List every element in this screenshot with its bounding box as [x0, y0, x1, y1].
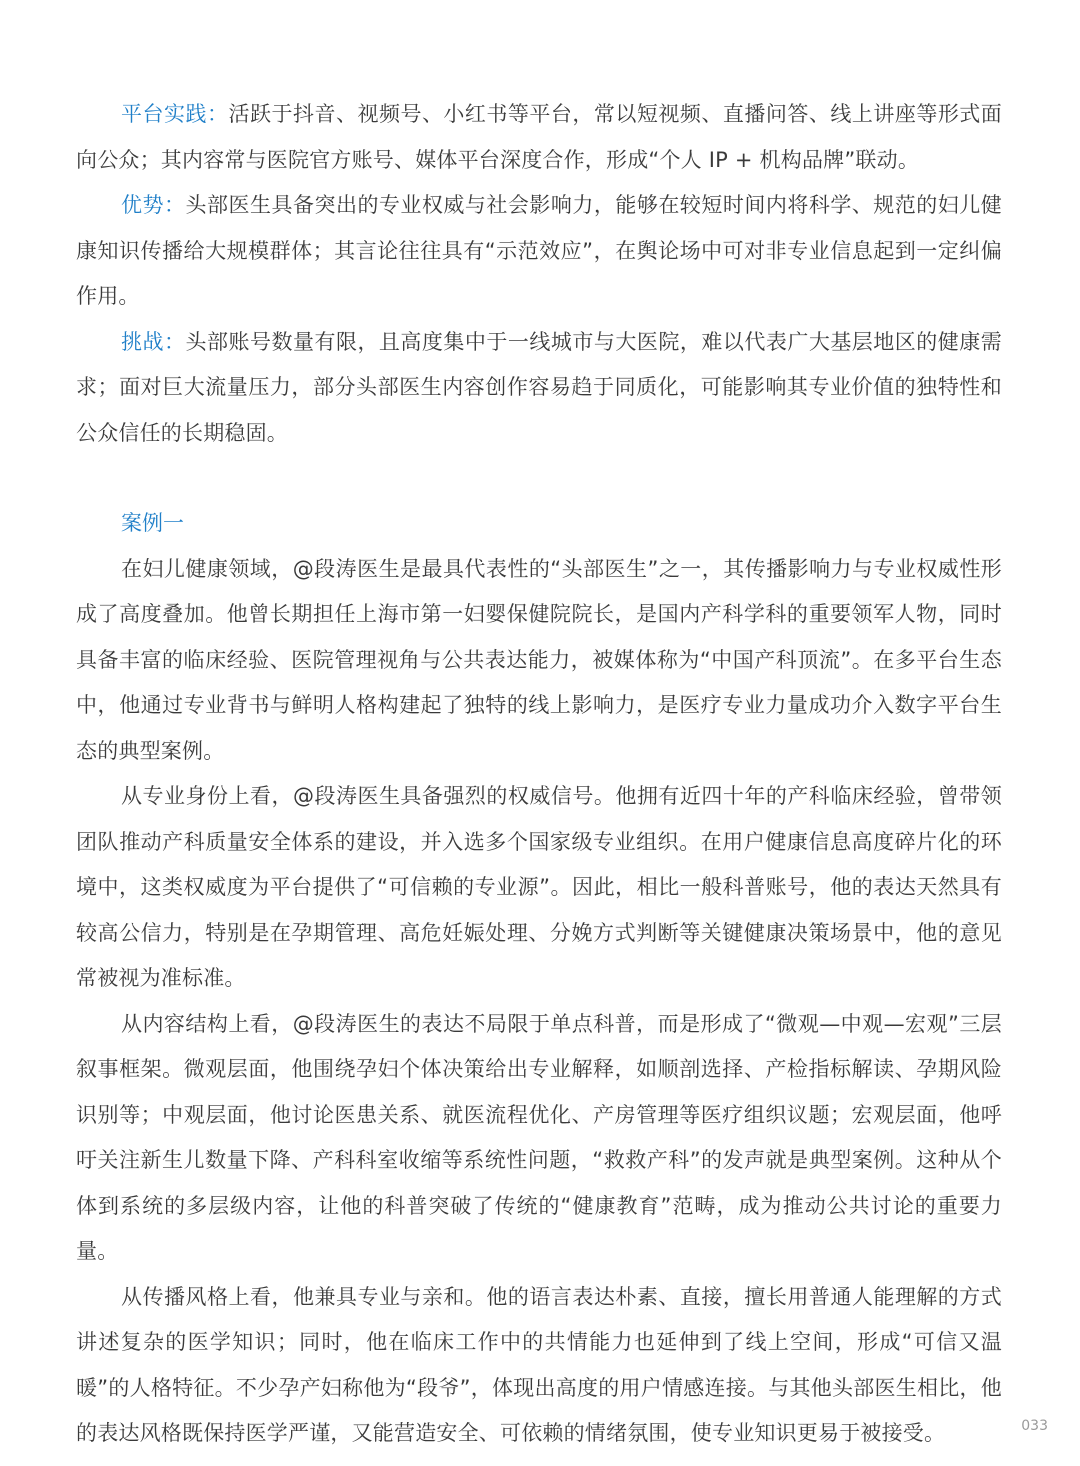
- case-paragraph-1: 在妇儿健康领域，@段涛医生是最具代表性的“头部医生”之一，其传播影响力与专业权威性形成了高度叠加。他曾长期担任上海市第一妇婴保健院院长，是国内产科学科的重要领军人物，同时具备丰富的临床经验、医院管理视角与公共表达能力，被媒体称为“中国产科顶流”。在多平台生态中，他通过专业背书与鲜明人格构建起了独特的线上影响力，是医疗专业力量成功介入数字平台生态的典型案例。: [76, 556, 1002, 763]
- section-gap: [76, 456, 1002, 501]
- challenge-text: 头部账号数量有限，且高度集中于一线城市与大医院，难以代表广大基层地区的健康需求；面对巨大流量压力，部分头部医生内容创作容易趋于同质化，可能影响其专业价值的独特性和公众信任的长期稳固。: [76, 329, 1002, 445]
- platform-practice-paragraph: [76, 92, 1002, 183]
- page-number: 033: [1021, 1418, 1048, 1434]
- advantage-label: 优势：: [121, 193, 186, 217]
- case-paragraph-2: 从专业身份上看，@段涛医生具备强烈的权威信号。他拥有近四十年的产科临床经验，曾带领团队推动产科质量安全体系的建设，并入选多个国家级专业组织。在用户健康信息高度碎片化的环境中，这类权威度为平台提供了“可信赖的专业源”。因此，相比一般科普账号，他的表达天然具有较高公信力，特别是在孕期管理、高危妊娠处理、分娩方式判断等关键健康决策场景中，他的意见常被视为准标准。: [76, 784, 1002, 990]
- case-paragraph-3: 从内容结构上看，@段涛医生的表达不局限于单点科普，而是形成了“微观—中观—宏观”三层叙事框架。微观层面，他围绕孕妇个体决策给出专业解释，如顺剖选择、产检指标解读、孕期风险识别等；中观层面，他讨论医患关系、就医流程优化、产房管理等医疗组织议题；宏观层面，他呼吁关注新生儿数量下降、产科科室收缩等系统性问题，“救救产科”的发声就是典型案例。这种从个体到系统的多层级内容，让他的科普突破了传统的“健康教育”范畴，成为推动公共讨论的重要力量。: [76, 1011, 1002, 1263]
- case-title: 案例一: [121, 511, 184, 535]
- case-paragraph-4: 从传播风格上看，他兼具专业与亲和。他的语言表达朴素、直接，擅长用普通人能理解的方式讲述复杂的医学知识；同时，他在临床工作中的共情能力也延伸到了线上空间，形成“可信又温暖”的人格特征。不少孕产妇称他为“段爷”，体现出高度的用户情感连接。与其他头部医生相比，他的表达风格既保持医学严谨，又能营造安全、可依赖的情绪氛围，使专业知识更易于被接受。: [76, 1284, 1002, 1445]
- challenge-paragraph: [76, 320, 1002, 457]
- advantage-text: 头部医生具备突出的专业权威与社会影响力，能够在较短时间内将科学、规范的妇儿健康知识传播给大规模群体；其言论往往具有“示范效应”，在舆论场中可对非专业信息起到一定纠偏作用。: [76, 193, 1002, 308]
- page-content: [76, 92, 1002, 1457]
- platform-practice-label: 平台实践：: [121, 102, 229, 126]
- challenge-label: 挑战：: [121, 329, 186, 354]
- platform-practice-text: 活跃于抖音、视频号、小红书等平台，常以短视频、直播问答、线上讲座等形式面向公众；其内容常与医院官方账号、媒体平台深度合作，形成“个人 IP + 机构品牌”联动。: [76, 102, 1003, 172]
- advantage-paragraph: [76, 183, 1002, 320]
